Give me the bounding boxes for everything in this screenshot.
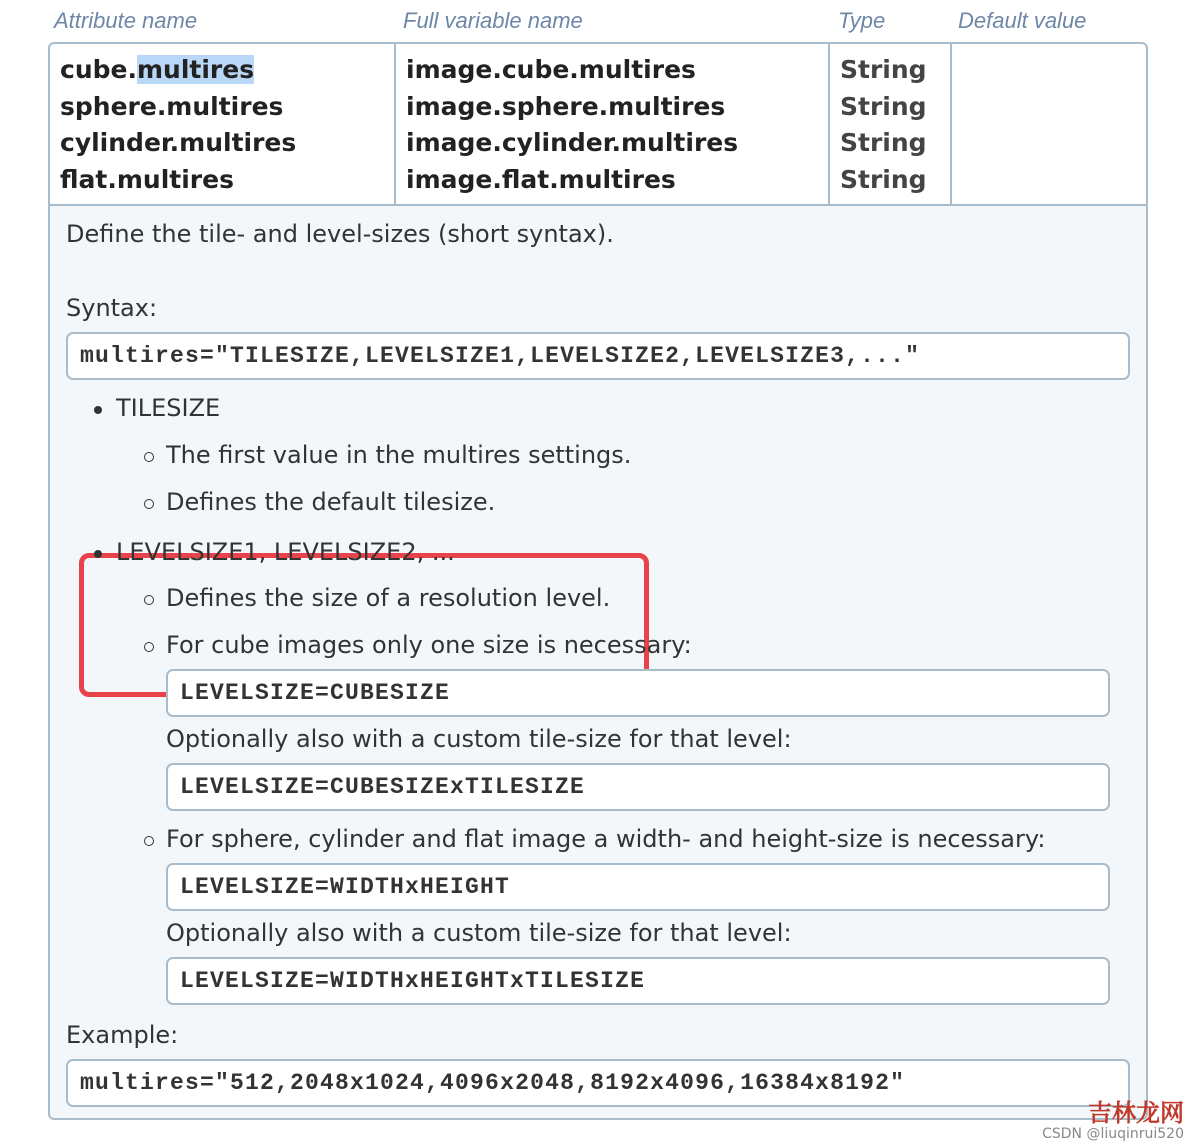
list-item-title: TILESIZE — [116, 394, 221, 422]
cube-code-tilesize[interactable]: LEVELSIZE=CUBESIZExTILESIZE — [166, 763, 1110, 811]
list-item: The first value in the multires settings. — [166, 441, 631, 469]
header-type: Type — [838, 8, 886, 33]
table-header — [48, 0, 1148, 42]
bullet-icon — [94, 550, 102, 558]
example-code[interactable]: multires="512,2048x1024,4096x2048,8192x4096,16384x8192" — [66, 1059, 1130, 1107]
attribute-name[interactable]: flat.multires — [60, 164, 234, 194]
type-value: String — [840, 55, 927, 84]
list-item: Defines the size of a resolution level. — [166, 584, 610, 612]
attribute-table — [48, 42, 1148, 1120]
list-item: Defines the default tilesize. — [166, 488, 495, 516]
list-item-levelsize — [116, 538, 455, 566]
list-item-tilesize — [116, 394, 220, 422]
type-value: String — [840, 164, 927, 194]
watermark — [1042, 1100, 1184, 1142]
list-item: For sphere, cylinder and flat image a width- and height-size is necessary: — [166, 825, 1045, 853]
attribute-name-column — [50, 44, 396, 204]
bullet-icon — [94, 406, 102, 414]
header-default-value: Default value — [958, 8, 1087, 33]
full-variable-name: image.cube.multires — [406, 55, 696, 84]
list-item: For cube images only one size is necessary: — [166, 631, 692, 659]
selected-text: multires — [136, 55, 255, 84]
circle-bullet-icon — [144, 595, 154, 605]
circle-bullet-icon — [144, 642, 154, 652]
attribute-name[interactable]: cube.multires — [60, 55, 255, 84]
default-value-column — [952, 44, 1146, 204]
header-full-variable-name: Full variable name — [403, 8, 583, 33]
attribute-name[interactable]: sphere.multires — [60, 91, 284, 121]
optional-text: Optionally also with a custom tile-size for that level: — [166, 919, 792, 947]
example-label: Example: — [66, 1021, 179, 1049]
type-value: String — [840, 91, 927, 121]
cube-code[interactable]: LEVELSIZE=CUBESIZE — [166, 669, 1110, 717]
full-variable-name: image.flat.multires — [406, 164, 676, 194]
header-attribute-name: Attribute name — [54, 8, 198, 33]
sphere-code-tilesize[interactable]: LEVELSIZE=WIDTHxHEIGHTxTILESIZE — [166, 957, 1110, 1005]
description-text: Define the tile- and level-sizes (short syntax). — [66, 220, 614, 248]
full-variable-name: image.cylinder.multires — [406, 128, 739, 157]
full-variable-name-column — [396, 44, 830, 204]
watermark-site: 吉林龙网 — [1088, 1099, 1184, 1127]
syntax-code[interactable]: multires="TILESIZE,LEVELSIZE1,LEVELSIZE2,LEVELSIZE3,..." — [66, 332, 1130, 380]
circle-bullet-icon — [144, 499, 154, 509]
type-column — [830, 44, 952, 204]
attribute-name[interactable]: cylinder.multires — [60, 128, 297, 157]
watermark-credit: CSDN @liuqinrui520 — [1042, 1126, 1184, 1142]
sphere-code[interactable]: LEVELSIZE=WIDTHxHEIGHT — [166, 863, 1110, 911]
type-value: String — [840, 128, 927, 157]
list-item-title: LEVELSIZE1, LEVELSIZE2, ... — [116, 538, 455, 566]
circle-bullet-icon — [144, 836, 154, 846]
full-variable-name: image.sphere.multires — [406, 91, 726, 121]
circle-bullet-icon — [144, 452, 154, 462]
attribute-row — [50, 44, 1146, 206]
syntax-label: Syntax: — [66, 294, 158, 322]
optional-text: Optionally also with a custom tile-size for that level: — [166, 725, 792, 753]
